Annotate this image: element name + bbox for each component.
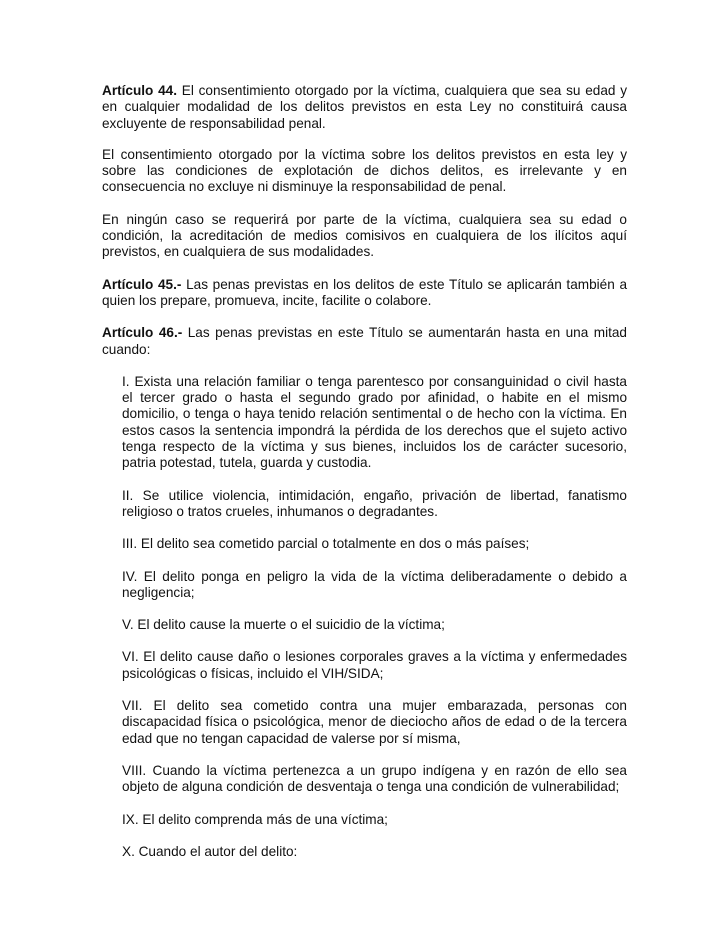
article-46-label: Artículo 46.- bbox=[102, 325, 183, 341]
article-44-paragraph bbox=[102, 83, 627, 132]
list-item-vii: VII. El delito sea cometido contra una mujer embarazada, personas con discapacidad física o psicológica, menor de dieciocho años de edad o de la tercera edad que no tengan capacidad de valerse por sí misma, bbox=[122, 698, 627, 746]
list-item-vi: VI. El delito cause daño o lesiones corporales graves a la víctima y enfermedades psicológicas o físicas, incluido el VIH/SIDA; bbox=[122, 649, 627, 681]
article-45-text: Las penas previstas en los delitos de este Título se aplicarán también a quien los prepare, promueva, incite, facilite o colabore. bbox=[102, 276, 628, 308]
list-item-i: I. Exista una relación familiar o tenga parentesco por consanguinidad o civil hasta el tercer grado o hasta el segundo grado por afinidad, o habite en el mismo domicilio, o tenga o haya tenido relación sentimental o de hecho con la víctima. En estos casos la sentencia impondrá la pérdida de los derechos que el sujeto activo tenga respecto de la víctima y sus bienes, incluidos los de carácter sucesorio, patria potestad, tutela, guarda y custodia. bbox=[122, 373, 627, 471]
article-45-paragraph bbox=[102, 277, 627, 310]
list-item-viii: VIII. Cuando la víctima pertenezca a un grupo indígena y en razón de ello sea objeto de alguna condición de desventaja o tenga una condición de vulnerabilidad; bbox=[122, 762, 627, 795]
list-item-ix: IX. El delito comprenda más de una víctima; bbox=[122, 811, 388, 827]
article-46-text: Las penas previstas en este Título se aumentarán hasta en una mitad cuando: bbox=[102, 325, 627, 357]
means-paragraph: En ningún caso se requerirá por parte de la víctima, cualquiera sea su edad o condición, la acreditación de medios comisivos en cualquiera de los ilícitos aquí previstos, en cualquiera de sus modalidades. bbox=[102, 211, 627, 260]
article-45-label: Artículo 45.- bbox=[102, 276, 182, 292]
article-44-label: Artículo 44. bbox=[102, 83, 178, 98]
document-page bbox=[102, 83, 627, 876]
article-44-text: El consentimiento otorgado por la víctima, cualquiera que sea su edad y en cualquier modalidad de los delitos previstos en esta Ley no constituirá causa excluyente de responsabilidad penal. bbox=[102, 83, 628, 131]
list-item-x: X. Cuando el autor del delito: bbox=[122, 843, 298, 859]
article-46-item-list bbox=[122, 374, 627, 860]
list-item-iii: III. El delito sea cometido parcial o totalmente en dos o más países; bbox=[122, 536, 530, 552]
list-item-iv: IV. El delito ponga en peligro la vida de la víctima deliberadamente o debido a negligencia; bbox=[122, 568, 627, 600]
consent-paragraph: El consentimiento otorgado por la víctima sobre los delitos previstos en esta ley y sobre las condiciones de explotación de dichos delitos, es irrelevante y en consecuencia no excluye ni disminuye la responsabilidad de penal. bbox=[102, 146, 627, 195]
list-item-ii: II. Se utilice violencia, intimidación, engaño, privación de libertad, fanatismo religioso o tratos crueles, inhumanos o degradantes. bbox=[122, 487, 627, 519]
article-46-paragraph bbox=[102, 325, 627, 358]
list-item-v: V. El delito cause la muerte o el suicidio de la víctima; bbox=[122, 617, 445, 633]
